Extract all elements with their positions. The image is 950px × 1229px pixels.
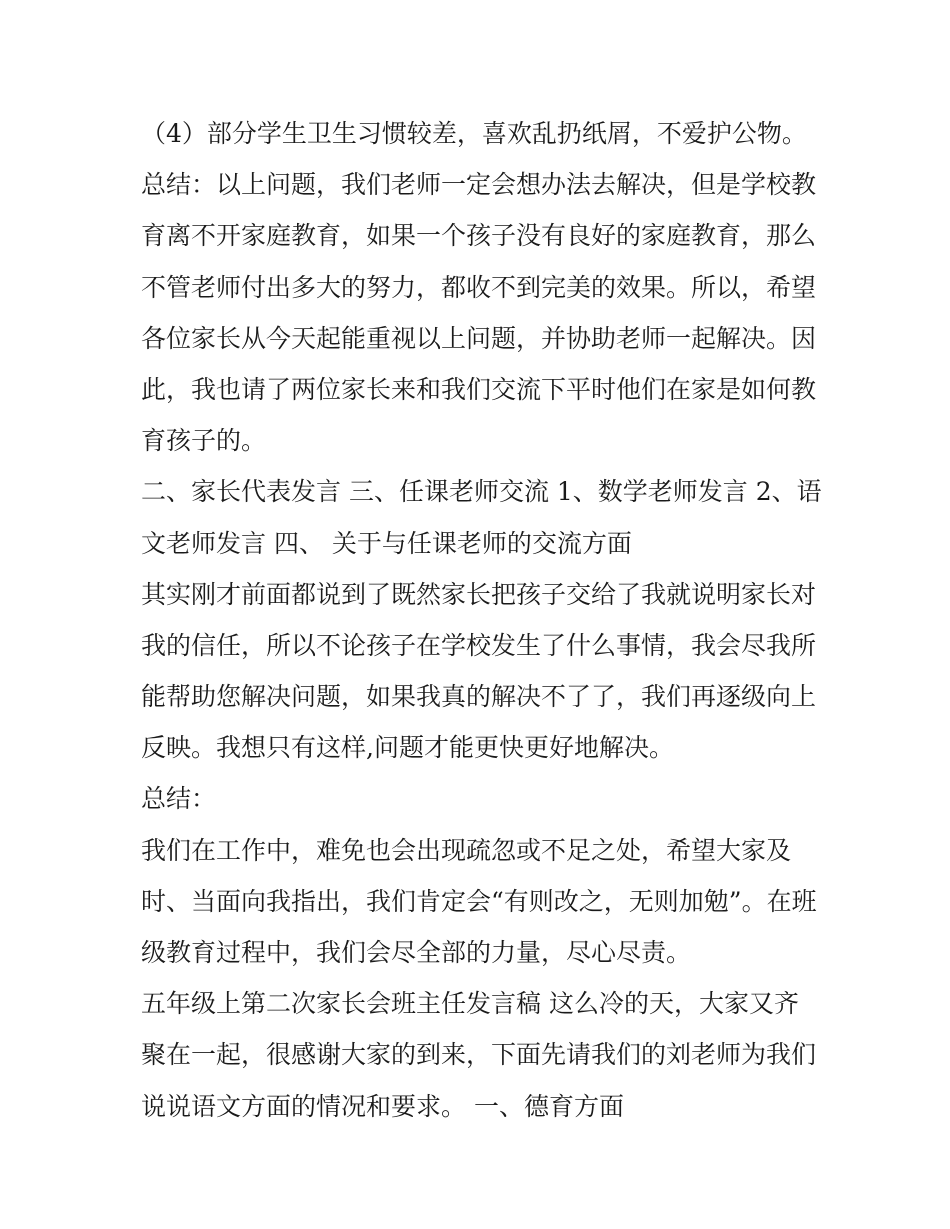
text-line: 育离不开家庭教育，如果一个孩子没有良好的家庭教育，那么 (141, 221, 817, 251)
text-line: 总结：以上问题，我们老师一定会想办法去解决，但是学校教 (141, 170, 817, 200)
text-line: 文老师发言 四、 关于与任课老师的交流方面 (141, 528, 632, 558)
text-line: 五年级上第二次家长会班主任发言稿 这么冷的天，大家又齐 (141, 989, 799, 1019)
text-line: 反映。我想只有这样,问题才能更快更好地解决。 (141, 733, 674, 763)
text-line: 总结： (141, 784, 217, 814)
text-line: 二、家长代表发言 三、任课老师交流 1、数学老师发言 2、语 (141, 477, 822, 507)
text-line: （4）部分学生卫生习惯较差，喜欢乱扔纸屑，不爱护公物。 (141, 119, 807, 148)
text-line: 级教育过程中，我们会尽全部的力量，尽心尽责。 (141, 938, 692, 967)
body-text (141, 108, 821, 1132)
text-line: 说说语文方面的情况和要求。 一、德育方面 (141, 1091, 624, 1121)
text-line: 能帮助您解决问题，如果我真的解决不了了，我们再逐级向上 (141, 682, 817, 712)
text-line: 时、当面向我指出，我们肯定会“有则改之，无则加勉”。在班 (141, 886, 817, 916)
text-line: 我们在工作中，难免也会出现疏忽或不足之处，希望大家及 (141, 835, 792, 865)
text-line: 不管老师付出多大的努力，都收不到完美的效果。所以，希望 (141, 272, 817, 302)
text-line: 聚在一起，很感谢大家的到来，下面先请我们的刘老师为我们 (141, 1040, 817, 1070)
text-line: 其实刚才前面都说到了既然家长把孩子交给了我就说明家长对 (141, 579, 817, 609)
text-line: 我的信任，所以不论孩子在学校发生了什么事情，我会尽我所 (141, 630, 817, 660)
text-line: 各位家长从今天起能重视以上问题，并协助老师一起解决。因 (141, 323, 817, 353)
text-line: 此，我也请了两位家长来和我们交流下平时他们在家是如何教 (141, 374, 817, 404)
text-line: 育孩子的。 (141, 426, 267, 456)
